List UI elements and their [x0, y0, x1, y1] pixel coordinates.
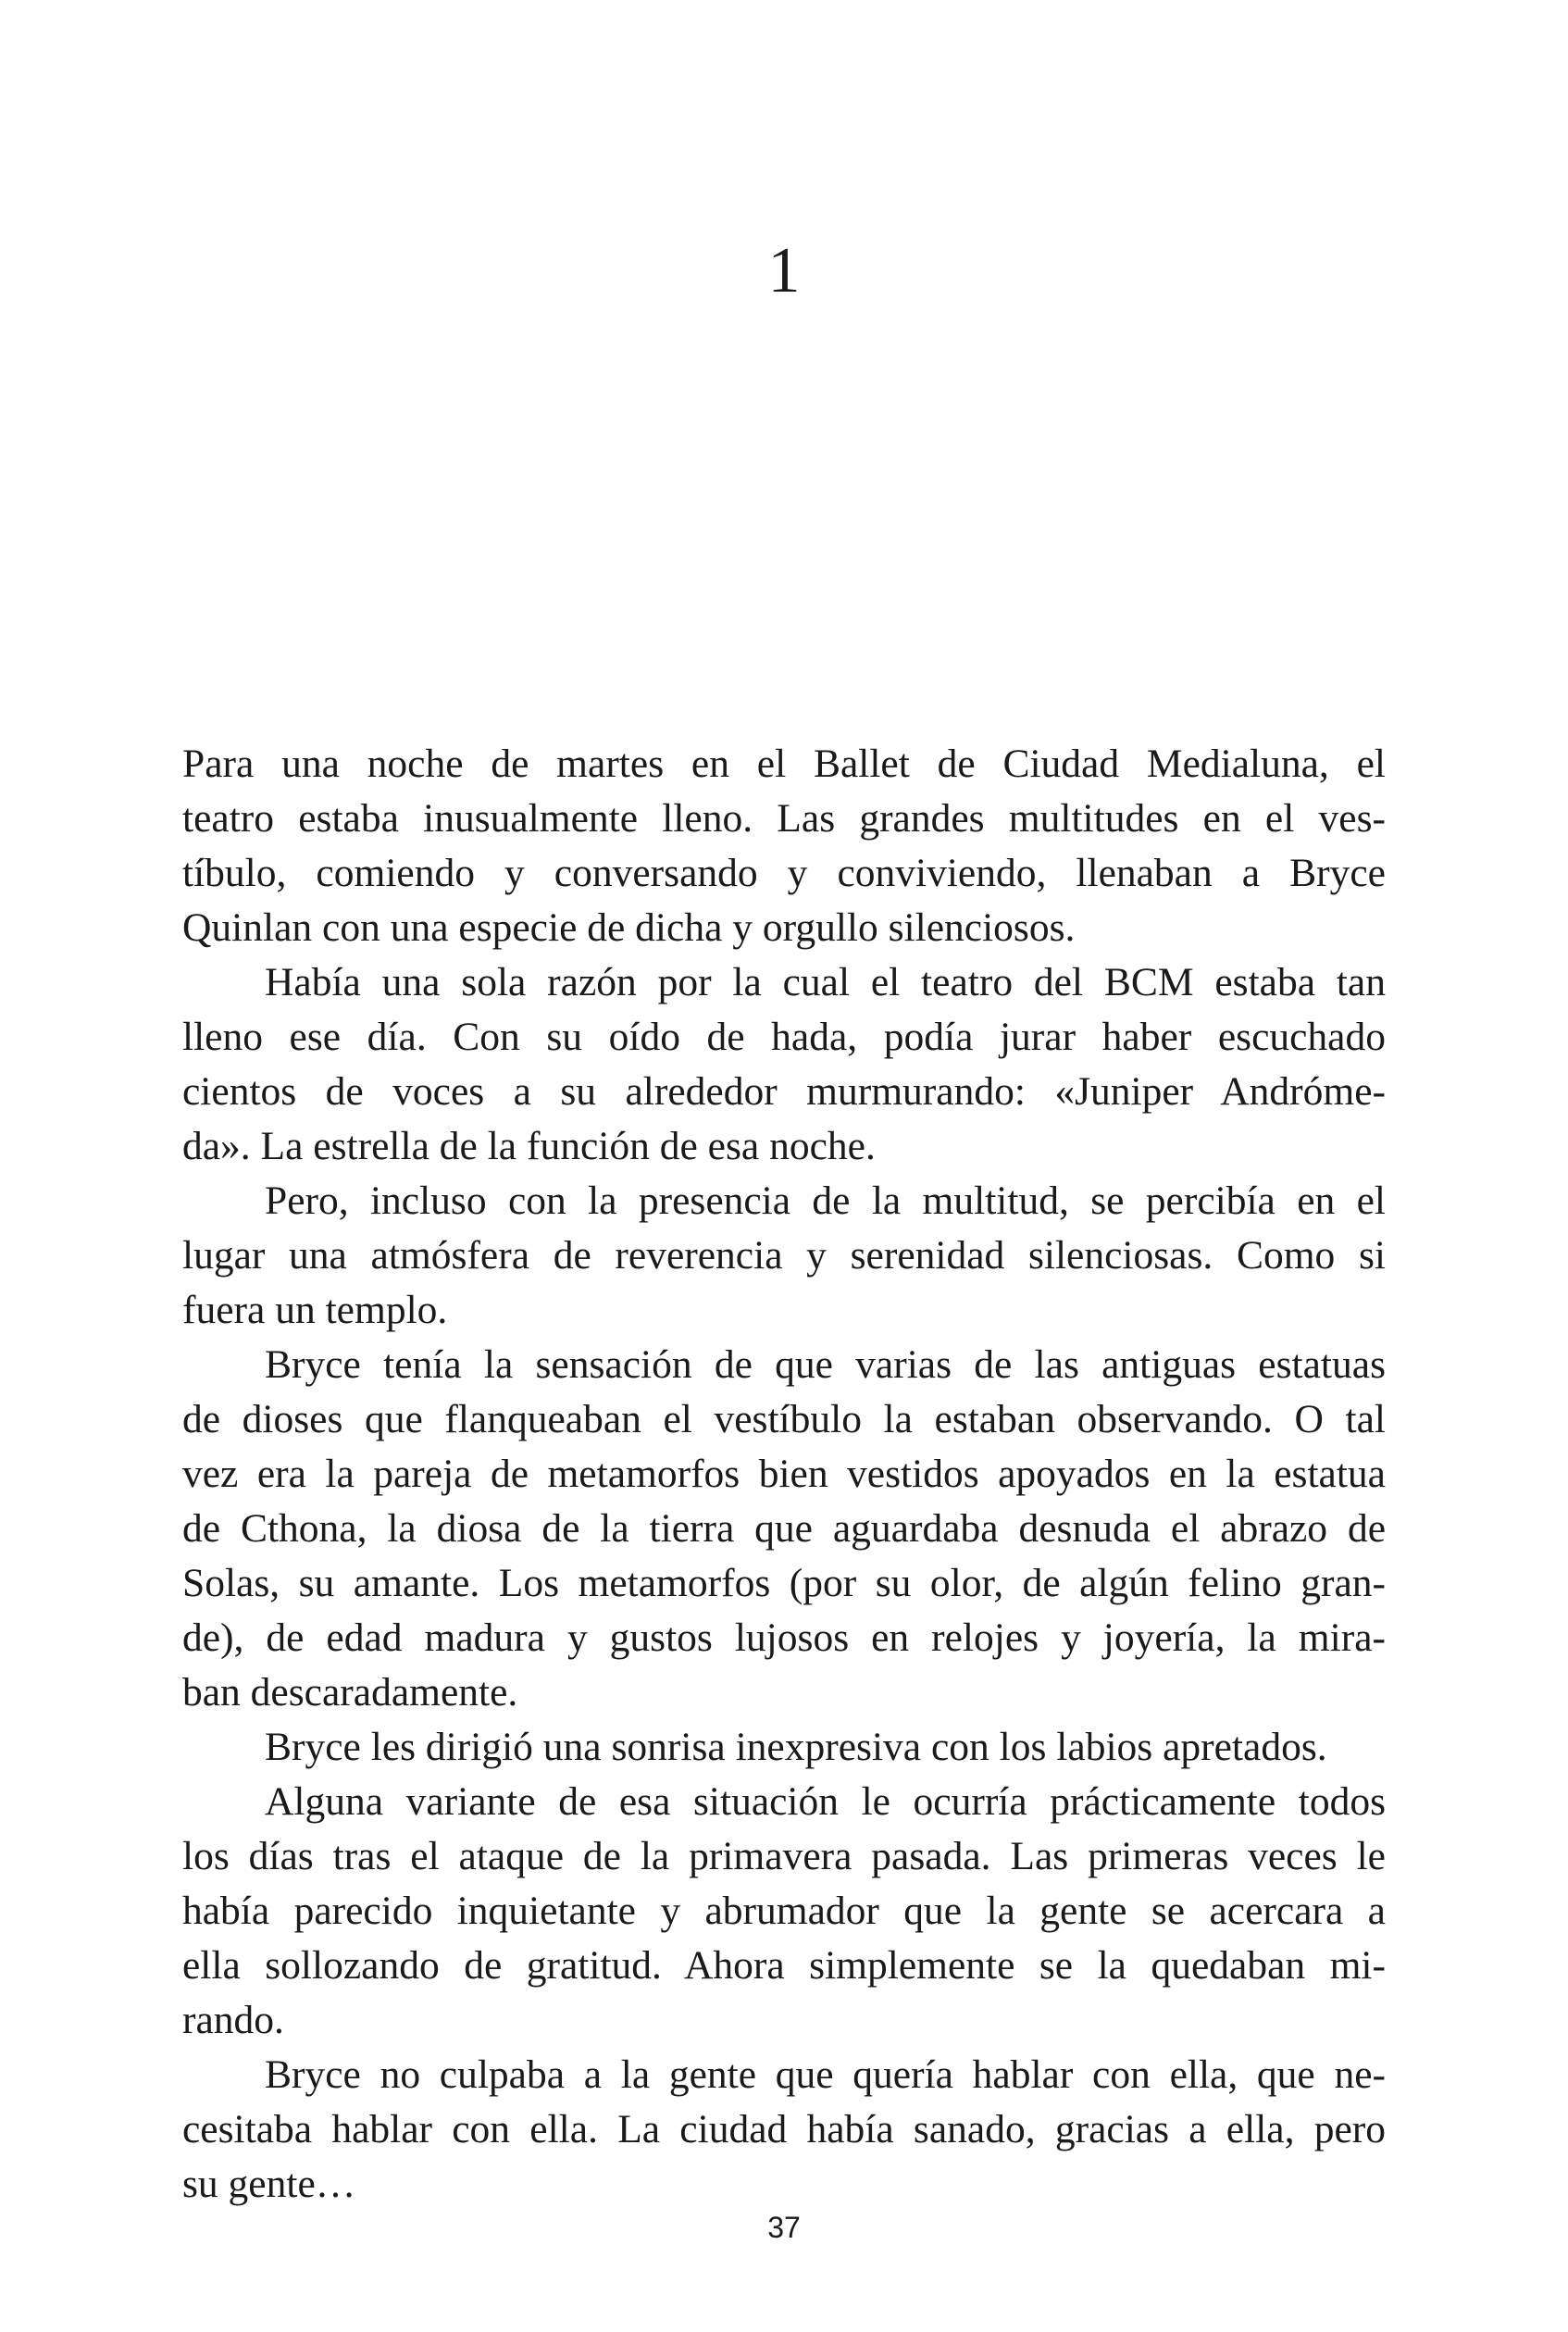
text-line: Alguna variante de esa situación le ocurría prácticamente todos	[265, 1779, 1386, 1824]
text-line: Quinlan con una especie de dicha y orgullo silenciosos.	[182, 905, 1076, 950]
text-line: rando.	[182, 1998, 284, 2042]
text-line: Para una noche de martes en el Ballet de Ciudad Medialuna, el	[182, 742, 1386, 786]
text-line: había parecido inquietante y abrumador que la gente se acercara a	[182, 1889, 1386, 1933]
paragraph	[182, 1775, 1386, 2048]
text-line: Bryce no culpaba a la gente que quería hablar con ella, que ne-	[265, 2052, 1386, 2097]
text-line: vez era la pareja de metamorfos bien vestidos apoyados en la estatua	[182, 1452, 1386, 1496]
text-line: da». La estrella de la función de esa noche.	[182, 1124, 876, 1168]
text-line: ella sollozando de gratitud. Ahora simplemente se la quedaban mi-	[182, 1943, 1386, 1988]
text-line: tíbulo, comiendo y conversando y conviviendo, llenaban a Bryce	[182, 851, 1386, 895]
text-line: Solas, su amante. Los metamorfos (por su olor, de algún felino gran-	[182, 1561, 1386, 1605]
text-line: cientos de voces a su alrededor murmurando: «Juniper Andróme-	[182, 1069, 1386, 1114]
paragraph	[182, 1720, 1386, 1775]
text-line: su gente…	[182, 2162, 356, 2206]
paragraph	[182, 1174, 1386, 1338]
paragraph	[182, 1338, 1386, 1720]
text-line: lleno ese día. Con su oído de hada, podía jurar haber escuchado	[182, 1015, 1386, 1059]
chapter-number: 1	[767, 235, 801, 306]
chapter-body-text	[182, 737, 1386, 2212]
page-number: 37	[767, 2211, 801, 2244]
text-line: teatro estaba inusualmente lleno. Las grandes multitudes en el ves-	[182, 796, 1386, 841]
paragraph	[182, 955, 1386, 1174]
text-line: de Cthona, la diosa de la tierra que aguardaba desnuda el abrazo de	[182, 1506, 1386, 1551]
text-line: fuera un templo.	[182, 1288, 448, 1332]
text-line: de), de edad madura y gustos lujosos en relojes y joyería, la mira-	[182, 1615, 1386, 1660]
paragraph	[182, 737, 1386, 955]
text-line: Había una sola razón por la cual el teatro del BCM estaba tan	[265, 960, 1386, 1004]
text-line: lugar una atmósfera de reverencia y serenidad silenciosas. Como si	[182, 1233, 1386, 1278]
text-line: cesitaba hablar con ella. La ciudad había sanado, gracias a ella, pero	[182, 2107, 1386, 2151]
text-line: ban descaradamente.	[182, 1670, 518, 1715]
text-line: los días tras el ataque de la primavera pasada. Las primeras veces le	[182, 1834, 1386, 1878]
text-line: Bryce les dirigió una sonrisa inexpresiva con los labios apretados.	[265, 1725, 1327, 1769]
text-line: Bryce tenía la sensación de que varias de las antiguas estatuas	[265, 1342, 1386, 1387]
text-line: Pero, incluso con la presencia de la multitud, se percibía en el	[265, 1178, 1386, 1223]
paragraph	[182, 2048, 1386, 2212]
text-line: de dioses que flanqueaban el vestíbulo la estaban observando. O tal	[182, 1397, 1386, 1441]
